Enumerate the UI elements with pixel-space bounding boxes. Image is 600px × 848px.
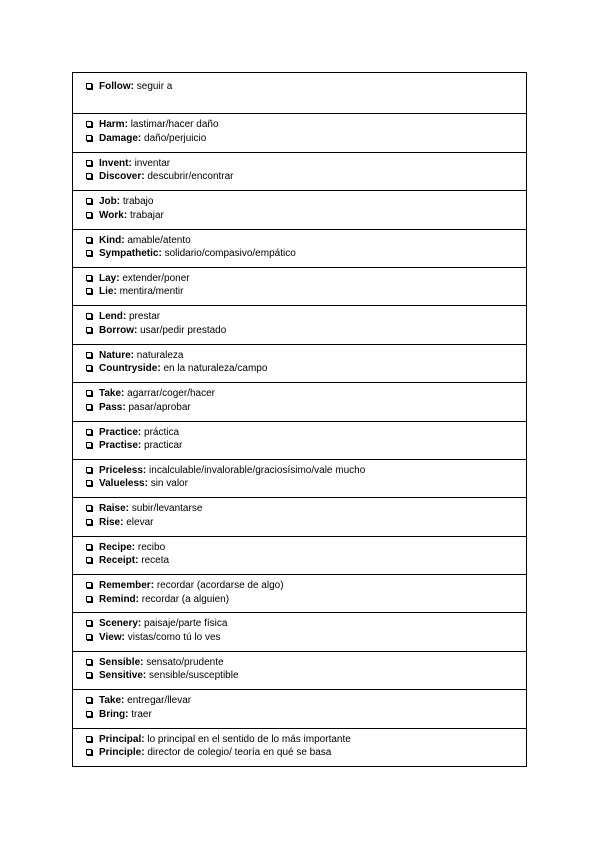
vocab-meaning: receta [141, 555, 170, 567]
vocab-entry [99, 234, 526, 248]
vocab-entry [99, 285, 526, 299]
vocabulary-table [72, 72, 527, 767]
vocab-term: Harm: [99, 119, 128, 131]
vocab-entry [99, 132, 526, 146]
vocab-entry [99, 362, 526, 376]
vocab-term: Work: [99, 209, 128, 221]
vocab-meaning: elevar [126, 516, 154, 528]
vocab-entry [99, 324, 526, 338]
vocab-term: Nature: [99, 349, 135, 361]
checkbox-bullet-icon [86, 519, 92, 525]
checkbox-bullet-icon [86, 212, 92, 218]
vocab-entry [99, 593, 526, 607]
vocab-entry [99, 477, 526, 491]
checkbox-bullet-icon [86, 160, 92, 166]
table-row [73, 229, 526, 267]
vocab-entry [99, 387, 526, 401]
vocab-entry [99, 157, 526, 171]
checkbox-bullet-icon [86, 672, 92, 678]
checkbox-bullet-icon [86, 659, 92, 665]
checkbox-bullet-icon [86, 365, 92, 371]
checkbox-bullet-icon [86, 697, 92, 703]
vocab-meaning: daño/perjuicio [144, 132, 207, 144]
vocab-entry [99, 708, 526, 722]
vocab-entry [99, 516, 526, 530]
vocab-entry [99, 617, 526, 631]
table-row [73, 536, 526, 574]
vocab-meaning: recordar (acordarse de algo) [156, 580, 284, 592]
vocab-meaning: paisaje/parte física [144, 618, 228, 630]
vocab-meaning: trabajar [129, 209, 164, 221]
vocab-meaning: subir/levantarse [131, 503, 203, 515]
checkbox-bullet-icon [86, 596, 92, 602]
vocab-term: Remind: [99, 593, 139, 605]
table-row [73, 612, 526, 650]
vocab-meaning: trabajo [122, 196, 154, 208]
vocab-term: Recipe: [99, 541, 136, 553]
vocab-meaning: sin valor [150, 478, 188, 490]
vocab-meaning: lastimar/hacer daño [130, 119, 219, 131]
checkbox-bullet-icon [86, 83, 92, 89]
vocab-meaning: seguir a [136, 81, 173, 92]
checkbox-bullet-icon [86, 198, 92, 204]
vocab-entry [99, 541, 526, 555]
vocab-entry [99, 746, 526, 760]
table-row [73, 73, 526, 113]
vocab-entry [99, 247, 526, 261]
vocab-meaning: agarrar/coger/hacer [127, 388, 215, 400]
table-row [73, 267, 526, 305]
vocab-meaning: extender/poner [122, 272, 190, 284]
vocab-entry [99, 656, 526, 670]
checkbox-bullet-icon [86, 173, 92, 179]
vocab-term: Damage: [99, 132, 142, 144]
checkbox-bullet-icon [86, 288, 92, 294]
table-row [73, 459, 526, 497]
vocab-entry [99, 554, 526, 568]
vocab-entry [99, 401, 526, 415]
vocab-meaning: entregar/llevar [127, 695, 192, 707]
vocab-term: Invent: [99, 157, 132, 169]
vocab-meaning: pasar/aprobar [128, 401, 191, 413]
vocab-meaning: lo principal en el sentido de lo más importante [147, 733, 351, 745]
vocab-term: Lie: [99, 286, 117, 298]
vocab-term: Job: [99, 196, 121, 208]
table-row [73, 497, 526, 535]
vocab-term: Countryside: [99, 363, 161, 375]
vocab-entry [99, 733, 526, 747]
checkbox-bullet-icon [86, 275, 92, 281]
vocab-entry [99, 118, 526, 132]
vocab-term: Take: [99, 695, 125, 707]
vocab-term: Scenery: [99, 618, 142, 630]
vocab-term: Rise: [99, 516, 124, 528]
vocab-meaning: inventar [134, 157, 171, 169]
checkbox-bullet-icon [86, 711, 92, 717]
vocab-term: Sensitive: [99, 670, 147, 682]
checkbox-bullet-icon [86, 327, 92, 333]
vocab-term: Discover: [99, 171, 145, 183]
vocab-entry [99, 170, 526, 184]
vocab-term: Priceless: [99, 464, 147, 476]
checkbox-bullet-icon [86, 313, 92, 319]
table-row [73, 305, 526, 343]
vocab-term: Remember: [99, 580, 155, 592]
vocab-term: Take: [99, 388, 125, 400]
vocab-term: Sympathetic: [99, 248, 162, 260]
table-row [73, 190, 526, 228]
vocab-term: View: [99, 631, 125, 643]
vocab-meaning: amable/atento [127, 234, 191, 246]
vocab-meaning: director de colegio/ teoría en qué se basa [147, 747, 332, 759]
checkbox-bullet-icon [86, 557, 92, 563]
vocab-meaning: en la naturaleza/campo [163, 363, 268, 375]
vocab-meaning: recibo [137, 541, 166, 553]
vocab-entry [99, 439, 526, 453]
vocab-term: Practice: [99, 426, 142, 438]
checkbox-bullet-icon [86, 736, 92, 742]
vocab-entry [99, 310, 526, 324]
checkbox-bullet-icon [86, 480, 92, 486]
vocab-entry [99, 464, 526, 478]
vocab-term: Raise: [99, 503, 130, 515]
checkbox-bullet-icon [86, 352, 92, 358]
checkbox-bullet-icon [86, 404, 92, 410]
vocab-meaning: práctica [144, 426, 180, 438]
vocab-meaning: naturaleza [136, 349, 184, 361]
checkbox-bullet-icon [86, 749, 92, 755]
checkbox-bullet-icon [86, 544, 92, 550]
checkbox-bullet-icon [86, 237, 92, 243]
table-row [73, 382, 526, 420]
vocab-meaning: practicar [144, 440, 183, 452]
vocab-entry [99, 502, 526, 516]
vocab-term: Sensible: [99, 656, 144, 668]
vocab-meaning: sensato/prudente [146, 656, 224, 668]
table-row [73, 651, 526, 689]
vocab-term: Kind: [99, 234, 125, 246]
vocab-term: Receipt: [99, 555, 139, 567]
table-row [73, 689, 526, 727]
checkbox-bullet-icon [86, 505, 92, 511]
vocab-term: Lend: [99, 311, 127, 323]
vocab-entry [99, 631, 526, 645]
table-row [73, 574, 526, 612]
vocab-entry [99, 272, 526, 286]
table-row [73, 344, 526, 382]
checkbox-bullet-icon [86, 582, 92, 588]
vocab-entry [99, 349, 526, 363]
vocab-term: Follow: [99, 81, 134, 92]
vocab-term: Valueless: [99, 478, 148, 490]
vocab-term: Principle: [99, 747, 145, 759]
vocab-entry [99, 669, 526, 683]
checkbox-bullet-icon [86, 620, 92, 626]
table-row [73, 113, 526, 151]
checkbox-bullet-icon [86, 634, 92, 640]
vocab-term: Bring: [99, 708, 129, 720]
checkbox-bullet-icon [86, 390, 92, 396]
vocab-entry [99, 694, 526, 708]
vocab-meaning: prestar [129, 311, 161, 323]
vocab-meaning: incalculable/invalorable/graciosísimo/vale mucho [149, 464, 366, 476]
checkbox-bullet-icon [86, 442, 92, 448]
checkbox-bullet-icon [86, 121, 92, 127]
checkbox-bullet-icon [86, 135, 92, 141]
vocab-entry [99, 195, 526, 209]
vocab-term: Principal: [99, 733, 145, 745]
vocab-term: Borrow: [99, 324, 138, 336]
vocab-entry [99, 209, 526, 223]
table-row [73, 421, 526, 459]
vocab-term: Lay: [99, 272, 120, 284]
vocab-term: Practise: [99, 440, 142, 452]
vocab-meaning: solidario/compasivo/empático [164, 248, 296, 260]
vocab-meaning: vistas/como tú lo ves [127, 631, 221, 643]
vocab-meaning: sensible/susceptible [149, 670, 239, 682]
vocab-entry [99, 579, 526, 593]
vocab-entry [99, 80, 526, 94]
checkbox-bullet-icon [86, 467, 92, 473]
vocab-meaning: recordar (a alguien) [141, 593, 230, 605]
vocab-term: Pass: [99, 401, 126, 413]
vocab-meaning: mentira/mentir [119, 286, 184, 298]
checkbox-bullet-icon [86, 250, 92, 256]
table-row [73, 152, 526, 190]
checkbox-bullet-icon [86, 429, 92, 435]
vocab-meaning: traer [131, 708, 152, 720]
vocab-meaning: usar/pedir prestado [140, 324, 227, 336]
vocab-entry [99, 426, 526, 440]
table-row [73, 728, 526, 766]
vocab-meaning: descubrir/encontrar [147, 171, 234, 183]
